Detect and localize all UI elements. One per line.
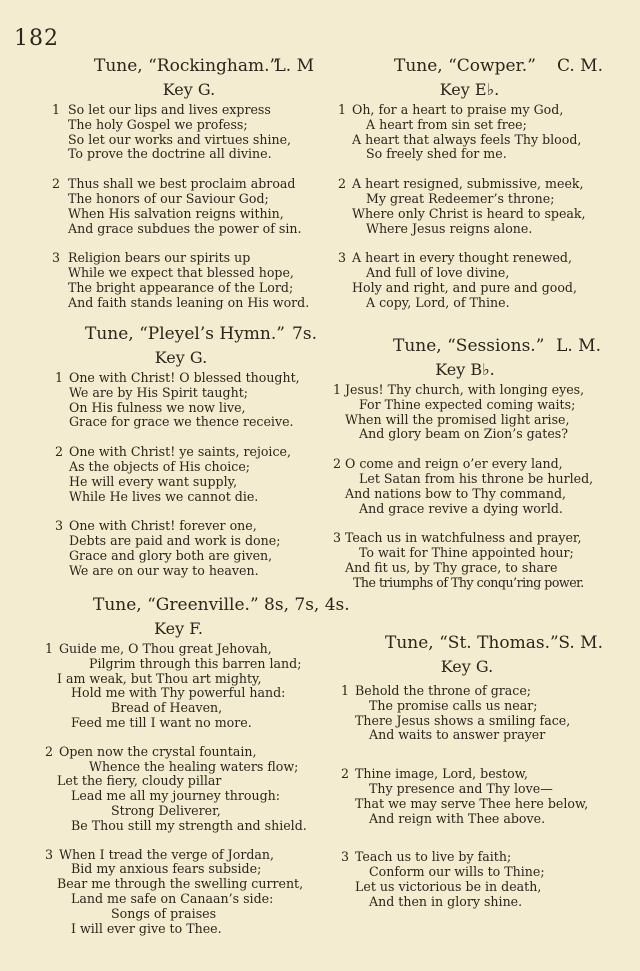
verse-number: 2 bbox=[333, 456, 342, 472]
verse-line: As the objects of His choice; bbox=[69, 458, 251, 474]
verse-line: 1 So let our lips and lives express bbox=[52, 102, 271, 117]
tune-key: Key E♭. bbox=[439, 80, 500, 99]
verse-number: 3 bbox=[45, 846, 54, 862]
tune-title bbox=[85, 324, 317, 346]
verse-line: That we may serve Thee here below, bbox=[355, 795, 589, 811]
verse-line: 2 O come and reign o’er every land, bbox=[333, 456, 563, 472]
verse-line: The triumphs of Thy conqu’ring power. bbox=[353, 574, 584, 590]
verse-line: When will the promised light arise, bbox=[345, 411, 570, 427]
tune-name: Tune, “Rockingham.” bbox=[94, 56, 279, 76]
tune-key: Key G. bbox=[162, 80, 216, 99]
tune-meter: S. M. bbox=[558, 633, 603, 653]
verse-line: To wait for Thine appointed hour; bbox=[359, 545, 574, 561]
verse-1 bbox=[52, 103, 314, 162]
verse-number: 1 bbox=[341, 683, 350, 698]
verse-3 bbox=[55, 519, 317, 578]
verse-line: The bright appearance of the Lord; bbox=[68, 279, 294, 295]
verse-number: 3 bbox=[52, 250, 61, 266]
verse-line: While He lives we cannot die. bbox=[69, 488, 259, 504]
verse-line: And faith stands leaning on His word. bbox=[68, 294, 310, 310]
verse-line: Songs of praises bbox=[111, 905, 217, 921]
verse-line: Bid my anxious fears subside; bbox=[71, 861, 262, 877]
verse-line: The honors of our Saviour God; bbox=[68, 190, 269, 206]
verse-line: Grace for grace we thence receive. bbox=[69, 414, 294, 430]
verse-line: The promise calls us near; bbox=[369, 697, 538, 713]
tune-key: Key G. bbox=[154, 348, 208, 367]
verse-line: And glory beam on Zion’s gates? bbox=[359, 426, 568, 442]
verse-3 bbox=[52, 251, 314, 310]
verse-line: And full of love divine, bbox=[366, 265, 510, 281]
tune-name: Tune, “Cowper.” bbox=[394, 56, 536, 76]
verse-line: Whence the healing waters flow; bbox=[89, 758, 299, 774]
verse-line: Where Jesus reigns alone. bbox=[366, 220, 533, 236]
hymn-rockingham bbox=[52, 56, 314, 323]
verse-line: And reign with Thee above. bbox=[369, 810, 546, 826]
verse-line: 3 When I tread the verge of Jordan, bbox=[45, 846, 275, 862]
verse-line: 3 One with Christ! forever one, bbox=[55, 518, 257, 534]
verse-number: 3 bbox=[341, 849, 350, 865]
verse-line: Grace and glory both are given, bbox=[69, 547, 273, 563]
verse-line: 2 Open now the crystal fountain, bbox=[45, 743, 257, 759]
verse-line: 2 One with Christ! ye saints, rejoice, bbox=[55, 444, 291, 460]
verse-line: Debts are paid and work is done; bbox=[69, 533, 281, 549]
verse-line: My great Redeemer’s throne; bbox=[366, 190, 555, 206]
verse-line: Be Thou still my strength and shield. bbox=[71, 817, 307, 833]
verse-2 bbox=[338, 177, 603, 236]
verse-line: Conform our wills to Thine; bbox=[369, 864, 545, 880]
verse-line: Thy presence and Thy love— bbox=[369, 780, 553, 796]
verse-number: 1 bbox=[333, 382, 342, 397]
verse-line: And waits to answer prayer bbox=[369, 727, 546, 743]
verse-line: Let the fiery, cloudy pillar bbox=[57, 773, 222, 789]
verse-3 bbox=[333, 531, 601, 590]
tune-meter: L. M. bbox=[556, 336, 601, 356]
page-number: 182 bbox=[14, 26, 59, 51]
verse-2 bbox=[52, 177, 314, 236]
tune-name: Tune, “Pleyel’s Hymn.” bbox=[85, 324, 285, 344]
verse-1 bbox=[341, 684, 603, 743]
verse-line: Hold me with Thy powerful hand: bbox=[71, 685, 286, 701]
tune-key: Key F. bbox=[154, 619, 203, 638]
verse-1 bbox=[338, 103, 603, 162]
verse-line: And grace subdues the power of sin. bbox=[68, 220, 302, 236]
verse-line: A copy, Lord, of Thine. bbox=[366, 294, 510, 310]
verse-line: When His salvation reigns within, bbox=[68, 205, 284, 221]
verse-number: 2 bbox=[45, 743, 54, 759]
verse-line: Holy and right, and pure and good, bbox=[352, 279, 577, 295]
hymn-greenville bbox=[45, 595, 350, 948]
verse-line: I will ever give to Thee. bbox=[71, 920, 222, 936]
verse-line: We are by His Spirit taught; bbox=[69, 384, 248, 400]
verse-line: Let us victorious be in death, bbox=[355, 878, 542, 894]
verse-line: And grace revive a dying world. bbox=[359, 500, 563, 516]
verse-line: 1 Jesus! Thy church, with longing eyes, bbox=[333, 382, 585, 397]
verse-line: 2 A heart resigned, submissive, meek, bbox=[338, 176, 584, 192]
verse-line: The holy Gospel we profess; bbox=[68, 116, 248, 132]
verse-number: 2 bbox=[55, 444, 64, 460]
verse-line: While we expect that blessed hope, bbox=[68, 265, 294, 281]
verse-line: 1 Oh, for a heart to praise my God, bbox=[338, 102, 564, 117]
verse-line: Lead me all my journey through: bbox=[71, 788, 281, 804]
tune-key: Key G. bbox=[440, 657, 494, 676]
verse-number: 1 bbox=[45, 641, 54, 656]
verse-number: 2 bbox=[341, 766, 350, 782]
verse-line: Feed me till I want no more. bbox=[71, 714, 252, 730]
verse-line: We are on our way to heaven. bbox=[69, 562, 259, 578]
verse-number: 3 bbox=[333, 530, 342, 546]
tune-meter: L. M bbox=[274, 56, 314, 76]
hymn-sessions bbox=[333, 336, 601, 603]
verse-line: 3 Teach us to live by faith; bbox=[341, 849, 512, 865]
verse-line: Land me safe on Canaan’s side: bbox=[71, 890, 274, 906]
tune-title bbox=[394, 56, 603, 78]
verse-line: He will every want supply, bbox=[69, 473, 238, 489]
verse-3 bbox=[338, 251, 603, 310]
verse-line: 2 Thus shall we best proclaim abroad bbox=[52, 176, 296, 192]
verse-number: 3 bbox=[338, 250, 347, 266]
verse-line: I am weak, but Thou art mighty, bbox=[57, 670, 262, 686]
tune-name: Tune, “Greenville.” 8s, 7s, 4s. bbox=[93, 595, 350, 615]
verse-1 bbox=[333, 383, 601, 442]
tune-key: Key B♭. bbox=[435, 360, 495, 379]
verse-line: Bread of Heaven, bbox=[111, 700, 223, 716]
tune-title bbox=[94, 56, 314, 78]
tune-meter: C. M. bbox=[556, 56, 603, 76]
verse-line: 3 A heart in every thought renewed, bbox=[338, 250, 572, 266]
hymn-st-thomas bbox=[341, 633, 603, 922]
verse-number: 3 bbox=[55, 518, 64, 534]
verse-3 bbox=[45, 848, 320, 937]
verse-line: A heart that always feels Thy blood, bbox=[352, 131, 582, 147]
hymn-cowper bbox=[338, 56, 603, 323]
verse-line: To prove the doctrine all divine. bbox=[68, 146, 272, 162]
verse-line: And nations bow to Thy command, bbox=[345, 485, 567, 501]
verse-number: 1 bbox=[55, 370, 64, 385]
verse-number: 2 bbox=[338, 176, 347, 192]
verse-line: There Jesus shows a smiling face, bbox=[355, 712, 571, 728]
verse-2 bbox=[45, 745, 320, 834]
verse-line: A heart from sin set free; bbox=[366, 116, 527, 132]
verse-number: 1 bbox=[338, 102, 347, 117]
verse-line: Where only Christ is heard to speak, bbox=[352, 205, 586, 221]
verse-line: Pilgrim through this barren land; bbox=[89, 655, 302, 671]
hymn-pleyels bbox=[55, 324, 317, 591]
verse-2 bbox=[55, 445, 317, 504]
verse-line: 3 Teach us in watchfulness and prayer, bbox=[333, 530, 582, 546]
verse-line: 1 Behold the throne of grace; bbox=[341, 683, 532, 698]
verse-line: 1 Guide me, O Thou great Jehovah, bbox=[45, 641, 272, 656]
verse-line: On His fulness we now live, bbox=[69, 399, 246, 415]
tune-title bbox=[393, 336, 601, 358]
verse-3 bbox=[341, 850, 603, 909]
verse-line: Let Satan from his throne be hurled, bbox=[359, 470, 594, 486]
verse-line: For Thine expected coming waits; bbox=[359, 396, 576, 412]
verse-line: And then in glory shine. bbox=[369, 893, 523, 909]
verse-line: So freely shed for me. bbox=[366, 146, 507, 162]
verse-2 bbox=[341, 767, 603, 826]
tune-name: Tune, “St. Thomas.” bbox=[385, 633, 559, 653]
verse-line: 3 Religion bears our spirits up bbox=[52, 250, 251, 266]
verse-line: So let our works and virtues shine, bbox=[68, 131, 292, 147]
tune-title bbox=[93, 595, 350, 617]
verse-number: 2 bbox=[52, 176, 61, 192]
verse-line: And fit us, by Thy grace, to share bbox=[345, 559, 558, 575]
verse-1 bbox=[55, 371, 317, 430]
tune-name: Tune, “Sessions.” bbox=[393, 336, 545, 356]
verse-line: Strong Deliverer, bbox=[111, 802, 221, 818]
tune-meter: 7s. bbox=[292, 324, 317, 344]
verse-line: 1 One with Christ! O blessed thought, bbox=[55, 370, 300, 385]
verse-number: 1 bbox=[52, 102, 61, 117]
verse-1 bbox=[45, 642, 320, 731]
tune-title bbox=[385, 633, 603, 655]
verse-line: 2 Thine image, Lord, bestow, bbox=[341, 766, 529, 782]
verse-line: Bear me through the swelling current, bbox=[57, 876, 304, 892]
verse-2 bbox=[333, 457, 601, 516]
